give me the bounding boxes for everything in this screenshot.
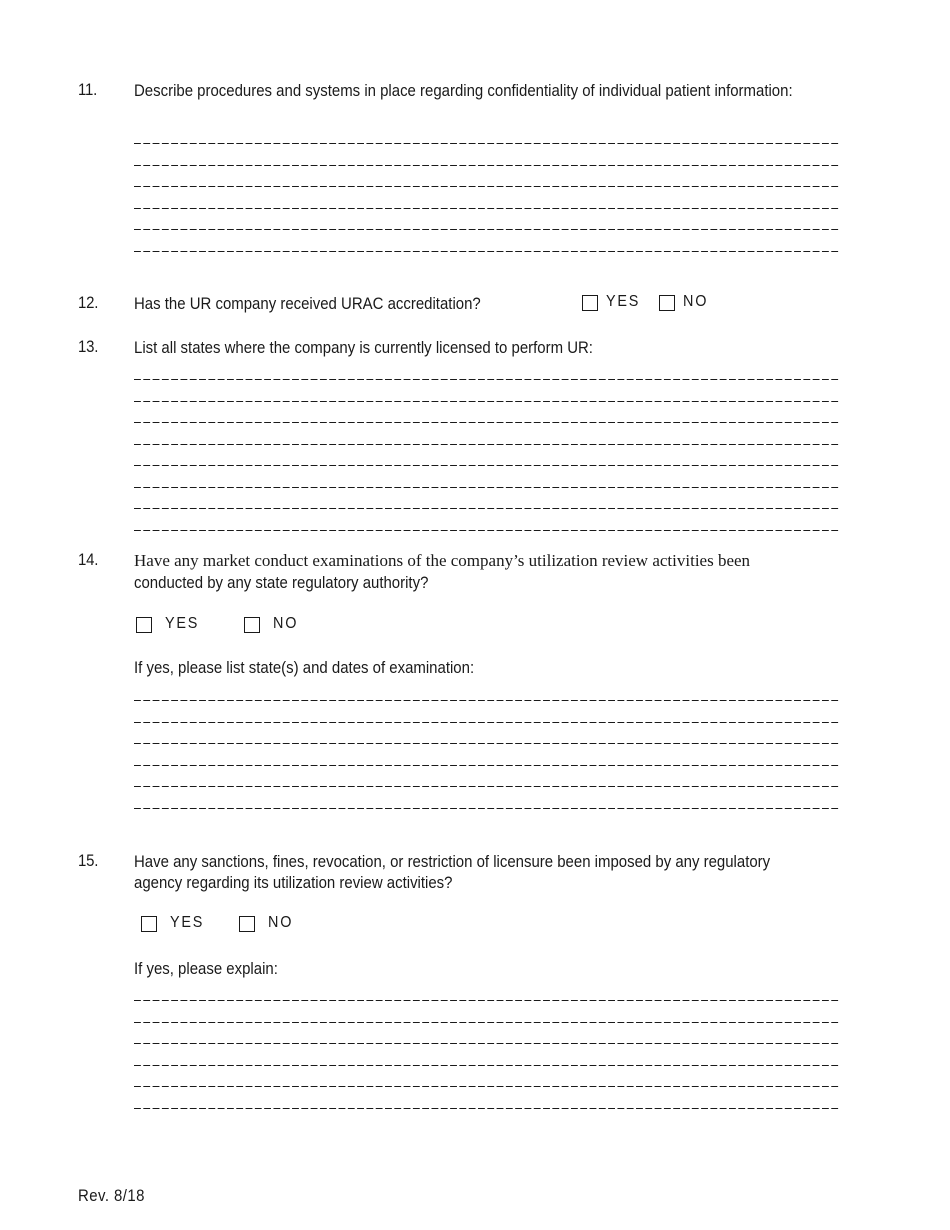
question-15-number: 15. [78, 851, 99, 870]
question-12-no-checkbox[interactable] [659, 295, 675, 311]
question-11-text: Describe procedures and systems in place regarding confidentiality of individual patient information: [134, 81, 793, 100]
question-13-number: 13. [78, 337, 99, 356]
question-12-number: 12. [78, 293, 99, 312]
question-13-text: List all states where the company is currently licensed to perform UR: [134, 338, 593, 357]
question-15-no-label: NO [268, 914, 294, 931]
question-14-text: Have any market conduct examinations of the company’s utilization review activities been [134, 551, 751, 570]
question-15-no-checkbox[interactable] [239, 916, 255, 932]
answer-13-lines[interactable] [134, 359, 840, 531]
answer-15-lines[interactable] [134, 980, 840, 1109]
question-12-no-label: NO [683, 293, 709, 310]
question-14-no-checkbox[interactable] [244, 617, 260, 633]
question-14-yes-label: YES [165, 615, 200, 632]
question-12-text: Has the UR company received URAC accreditation? [134, 294, 481, 313]
question-14-yes-checkbox[interactable] [136, 617, 152, 633]
question-14-number: 14. [78, 550, 99, 569]
question-15-followup: If yes, please explain: [134, 959, 278, 978]
question-15-yes-checkbox[interactable] [141, 916, 157, 932]
question-14-followup: If yes, please list state(s) and dates of examination: [134, 658, 475, 677]
answer-11-lines[interactable] [134, 123, 840, 252]
question-14-no-label: NO [273, 615, 299, 632]
question-12-yes-label: YES [606, 293, 641, 310]
question-11-number: 11. [78, 80, 98, 99]
question-15-text: Have any sanctions, fines, revocation, or restriction of licensure been imposed by any regulatory agency regarding its utilization review activities? [134, 852, 771, 892]
question-12-yes-checkbox[interactable] [582, 295, 598, 311]
question-14-text-continued: conducted by any state regulatory authority? [134, 573, 429, 592]
answer-14-lines[interactable] [134, 680, 840, 809]
question-15-yes-label: YES [170, 914, 205, 931]
revision-footer: Rev. 8/18 [78, 1186, 145, 1205]
